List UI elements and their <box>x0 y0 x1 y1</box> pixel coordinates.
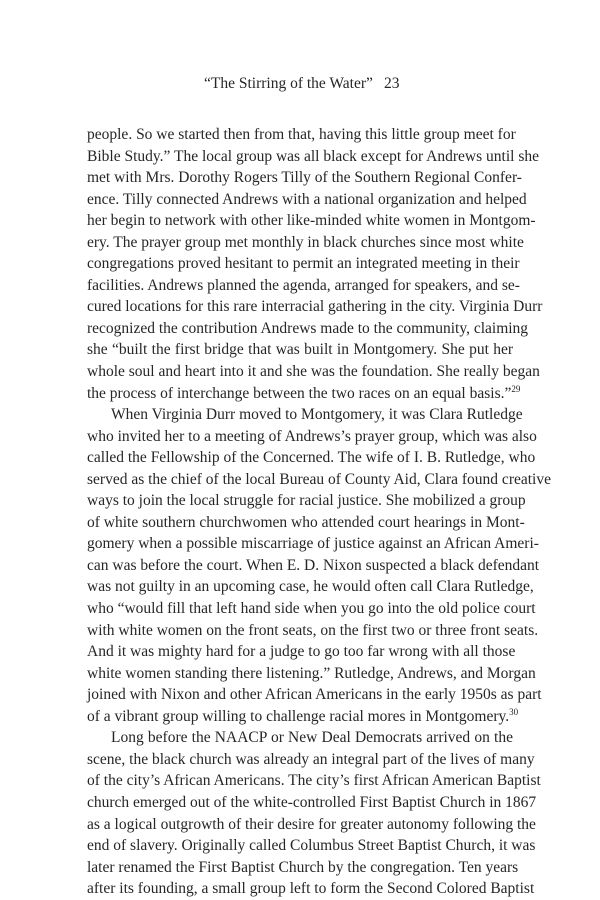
text-line: Bible Study.” The local group was all black except for Andrews until she <box>87 147 539 165</box>
text-line: joined with Nixon and other African Americans in the early 1950s as part <box>87 686 542 704</box>
text-line: recognized the contribution Andrews made to the community, claiming <box>87 319 529 337</box>
text-line: ways to join the local struggle for racial justice. She mobilized a group <box>87 492 526 510</box>
paragraph <box>87 124 543 404</box>
text-line: her begin to network with other like-minded white women in Montgom- <box>87 212 536 230</box>
text-line: can was before the court. When E. D. Nixon suspected a black defendant <box>87 556 540 574</box>
footnote-marker: 29 <box>511 383 521 394</box>
footnote-marker: 30 <box>509 706 519 717</box>
text-line: church emerged out of the white-controlled First Baptist Church in 1867 <box>87 793 537 811</box>
text-line: people. So we started then from that, having this little group meet for <box>87 126 516 143</box>
text-line: who invited her to a meeting of Andrews’s prayer group, which was also <box>87 427 537 445</box>
text-line-content: of a vibrant group willing to challenge racial mores in Montgomery. <box>87 707 510 725</box>
text-line: served as the chief of the local Bureau of County Aid, Clara found creative <box>87 470 551 488</box>
text-line: as a logical outgrowth of their desire for greater autonomy following the <box>87 815 536 833</box>
text-line: met with Mrs. Dorothy Rogers Tilly of the Southern Regional Confer- <box>87 169 522 187</box>
paragraph <box>87 727 541 899</box>
text-line-last <box>87 706 519 728</box>
text-line: she “built the first bridge that was built in Montgomery. She put her <box>87 341 513 359</box>
page-number: 23 <box>384 75 400 92</box>
text-line: scene, the black church was already an integral part of the lives of many <box>87 750 535 768</box>
text-line: congregations proved hesitant to permit an integrated meeting in their <box>87 255 520 273</box>
paragraph <box>87 404 551 727</box>
text-line: later renamed the First Baptist Church by the congregation. Ten years <box>87 858 519 876</box>
text-line: ery. The prayer group met monthly in black churches since most white <box>87 233 524 251</box>
text-line: Long before the NAACP or New Deal Democrats arrived on the <box>111 729 513 747</box>
text-line: facilities. Andrews planned the agenda, arranged for speakers, and se- <box>87 276 520 294</box>
body-text <box>87 124 551 900</box>
text-line: after its founding, a small group left to form the Second Colored Baptist <box>87 880 535 898</box>
text-line: white women standing there listening.” Rutledge, Andrews, and Morgan <box>87 664 536 682</box>
text-line: whole soul and heart into it and she was the foundation. She really began <box>87 363 540 381</box>
text-line: of white southern churchwomen who attended court hearings in Mont- <box>87 513 525 531</box>
text-line: gomery when a possible miscarriage of justice against an African Ameri- <box>87 535 539 553</box>
text-line: cured locations for this rare interracial gathering in the city. Virginia Durr <box>87 298 543 316</box>
text-line: with white women on the front seats, on the first two or three front seats. <box>87 621 539 639</box>
text-line: called the Fellowship of the Concerned. The wife of I. B. Rutledge, who <box>87 449 536 467</box>
text-line: who “would fill that left hand side when you go into the old police court <box>87 600 536 618</box>
text-line: end of slavery. Originally called Columbus Street Baptist Church, it was <box>87 837 536 855</box>
text-line: When Virginia Durr moved to Montgomery, it was Clara Rutledge <box>111 406 523 424</box>
text-line-content: the process of interchange between the two races on an equal basis.” <box>87 384 512 402</box>
text-line: And it was mighty hard for a judge to go too far wrong with all those <box>87 643 516 661</box>
running-head-title: “The Stirring of the Water” <box>204 75 373 92</box>
text-line-last <box>87 383 521 405</box>
text-line: ence. Tilly connected Andrews with a national organization and helped <box>87 190 527 208</box>
text-line: was not guilty in an upcoming case, he would often call Clara Rutledge, <box>87 578 534 596</box>
text-line: of the city’s African Americans. The city’s first African American Baptist <box>87 772 541 790</box>
